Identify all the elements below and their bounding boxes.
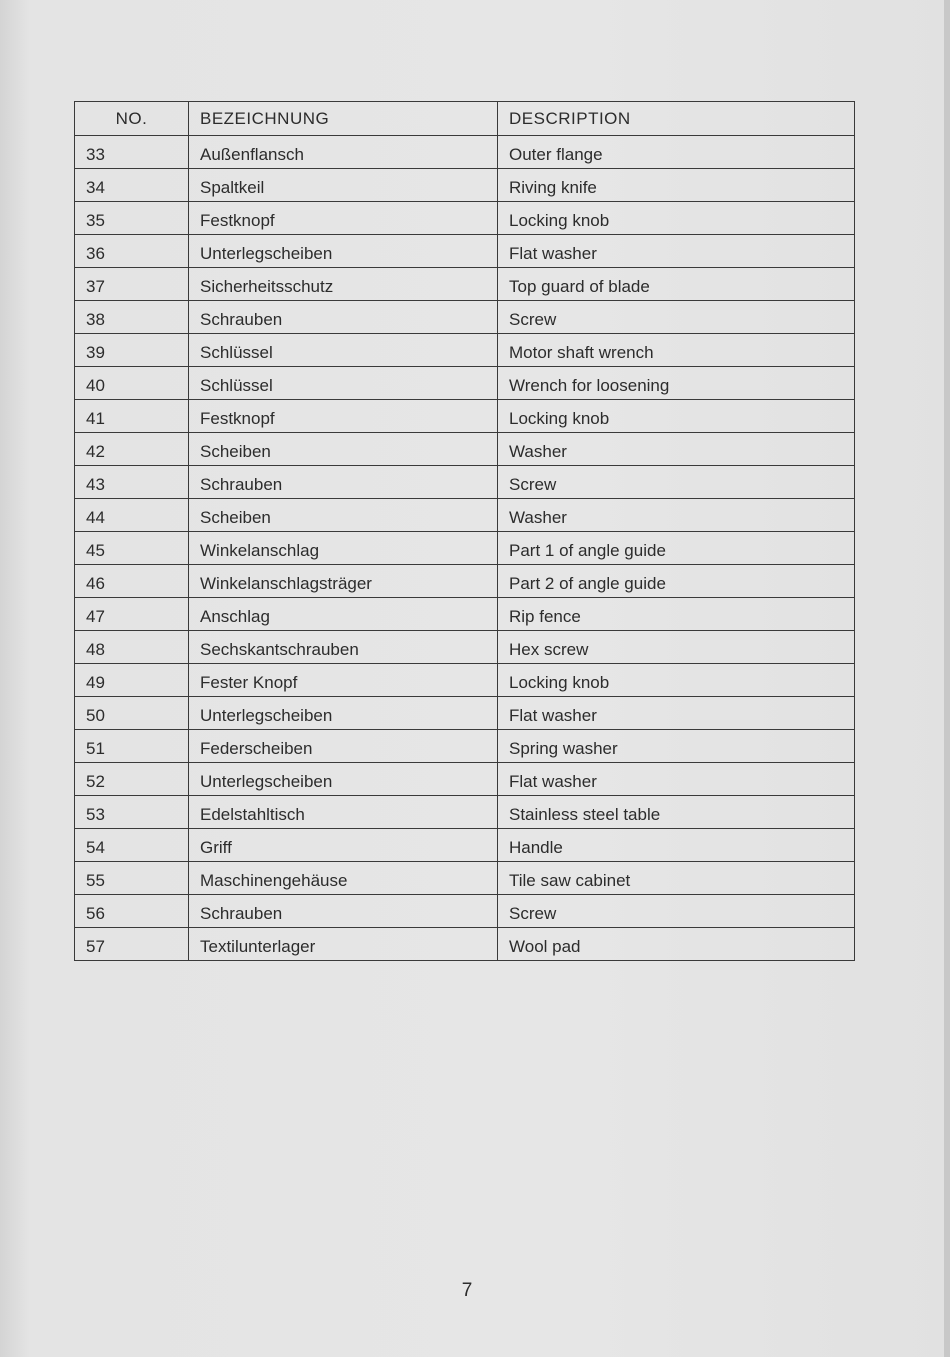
- cell-no: 43: [75, 466, 189, 499]
- table-row: [75, 466, 855, 499]
- cell-description: Top guard of blade: [498, 268, 855, 301]
- cell-bezeichnung: Maschinengehäuse: [189, 862, 498, 895]
- cell-description: Wrench for loosening: [498, 367, 855, 400]
- cell-no: 47: [75, 598, 189, 631]
- cell-no: 41: [75, 400, 189, 433]
- cell-bezeichnung: Scheiben: [189, 499, 498, 532]
- cell-description: Riving knife: [498, 169, 855, 202]
- table-row: [75, 532, 855, 565]
- cell-description: Wool pad: [498, 928, 855, 961]
- cell-no: 57: [75, 928, 189, 961]
- table-row: [75, 136, 855, 169]
- table-row: [75, 862, 855, 895]
- table-row: [75, 796, 855, 829]
- cell-bezeichnung: Winkelanschlagsträger: [189, 565, 498, 598]
- table-row: [75, 763, 855, 796]
- cell-no: 48: [75, 631, 189, 664]
- cell-description: Washer: [498, 433, 855, 466]
- cell-bezeichnung: Textilunterlager: [189, 928, 498, 961]
- cell-description: Screw: [498, 466, 855, 499]
- cell-no: 52: [75, 763, 189, 796]
- cell-bezeichnung: Schrauben: [189, 301, 498, 334]
- cell-bezeichnung: Schrauben: [189, 895, 498, 928]
- cell-no: 39: [75, 334, 189, 367]
- cell-no: 46: [75, 565, 189, 598]
- page-edge-shadow: [944, 0, 950, 1357]
- table-row: [75, 400, 855, 433]
- table-body: [75, 136, 855, 961]
- cell-bezeichnung: Unterlegscheiben: [189, 235, 498, 268]
- cell-bezeichnung: Spaltkeil: [189, 169, 498, 202]
- cell-description: Locking knob: [498, 664, 855, 697]
- cell-description: Outer flange: [498, 136, 855, 169]
- table-row: [75, 697, 855, 730]
- cell-description: Washer: [498, 499, 855, 532]
- cell-no: 53: [75, 796, 189, 829]
- cell-description: Part 2 of angle guide: [498, 565, 855, 598]
- cell-bezeichnung: Unterlegscheiben: [189, 763, 498, 796]
- header-description: DESCRIPTION: [498, 102, 855, 136]
- table-row: [75, 598, 855, 631]
- table-row: [75, 202, 855, 235]
- cell-bezeichnung: Sicherheitsschutz: [189, 268, 498, 301]
- table-row: [75, 730, 855, 763]
- cell-description: Screw: [498, 301, 855, 334]
- cell-description: Locking knob: [498, 400, 855, 433]
- cell-no: 51: [75, 730, 189, 763]
- cell-description: Motor shaft wrench: [498, 334, 855, 367]
- cell-description: Part 1 of angle guide: [498, 532, 855, 565]
- cell-no: 49: [75, 664, 189, 697]
- cell-description: Stainless steel table: [498, 796, 855, 829]
- table-row: [75, 664, 855, 697]
- table-row: [75, 631, 855, 664]
- cell-no: 38: [75, 301, 189, 334]
- cell-no: 35: [75, 202, 189, 235]
- cell-bezeichnung: Sechskantschrauben: [189, 631, 498, 664]
- table-row: [75, 499, 855, 532]
- table-row: [75, 895, 855, 928]
- cell-description: Locking knob: [498, 202, 855, 235]
- cell-description: Flat washer: [498, 697, 855, 730]
- cell-description: Screw: [498, 895, 855, 928]
- cell-no: 42: [75, 433, 189, 466]
- cell-description: Handle: [498, 829, 855, 862]
- table-row: [75, 829, 855, 862]
- header-no: NO.: [75, 102, 189, 136]
- cell-description: Spring washer: [498, 730, 855, 763]
- cell-bezeichnung: Scheiben: [189, 433, 498, 466]
- table-row: [75, 334, 855, 367]
- cell-bezeichnung: Fester Knopf: [189, 664, 498, 697]
- table-row: [75, 367, 855, 400]
- cell-bezeichnung: Schlüssel: [189, 334, 498, 367]
- cell-no: 54: [75, 829, 189, 862]
- cell-description: Tile saw cabinet: [498, 862, 855, 895]
- cell-bezeichnung: Anschlag: [189, 598, 498, 631]
- cell-no: 37: [75, 268, 189, 301]
- table-header-row: [75, 102, 855, 136]
- cell-description: Flat washer: [498, 763, 855, 796]
- cell-bezeichnung: Winkelanschlag: [189, 532, 498, 565]
- cell-bezeichnung: Festknopf: [189, 202, 498, 235]
- cell-bezeichnung: Federscheiben: [189, 730, 498, 763]
- header-bezeichnung: BEZEICHNUNG: [189, 102, 498, 136]
- cell-bezeichnung: Festknopf: [189, 400, 498, 433]
- cell-no: 55: [75, 862, 189, 895]
- cell-bezeichnung: Schrauben: [189, 466, 498, 499]
- cell-no: 33: [75, 136, 189, 169]
- cell-no: 40: [75, 367, 189, 400]
- table-row: [75, 268, 855, 301]
- cell-description: Hex screw: [498, 631, 855, 664]
- table-row: [75, 169, 855, 202]
- cell-bezeichnung: Unterlegscheiben: [189, 697, 498, 730]
- cell-bezeichnung: Außenflansch: [189, 136, 498, 169]
- parts-list-table: [74, 101, 855, 961]
- table-row: [75, 301, 855, 334]
- cell-no: 56: [75, 895, 189, 928]
- cell-description: Rip fence: [498, 598, 855, 631]
- cell-description: Flat washer: [498, 235, 855, 268]
- table-row: [75, 928, 855, 961]
- cell-bezeichnung: Schlüssel: [189, 367, 498, 400]
- table-row: [75, 235, 855, 268]
- page-number: 7: [461, 1280, 473, 1301]
- cell-no: 50: [75, 697, 189, 730]
- cell-no: 36: [75, 235, 189, 268]
- cell-no: 45: [75, 532, 189, 565]
- cell-no: 44: [75, 499, 189, 532]
- cell-bezeichnung: Griff: [189, 829, 498, 862]
- table-row: [75, 565, 855, 598]
- table-row: [75, 433, 855, 466]
- cell-bezeichnung: Edelstahltisch: [189, 796, 498, 829]
- cell-no: 34: [75, 169, 189, 202]
